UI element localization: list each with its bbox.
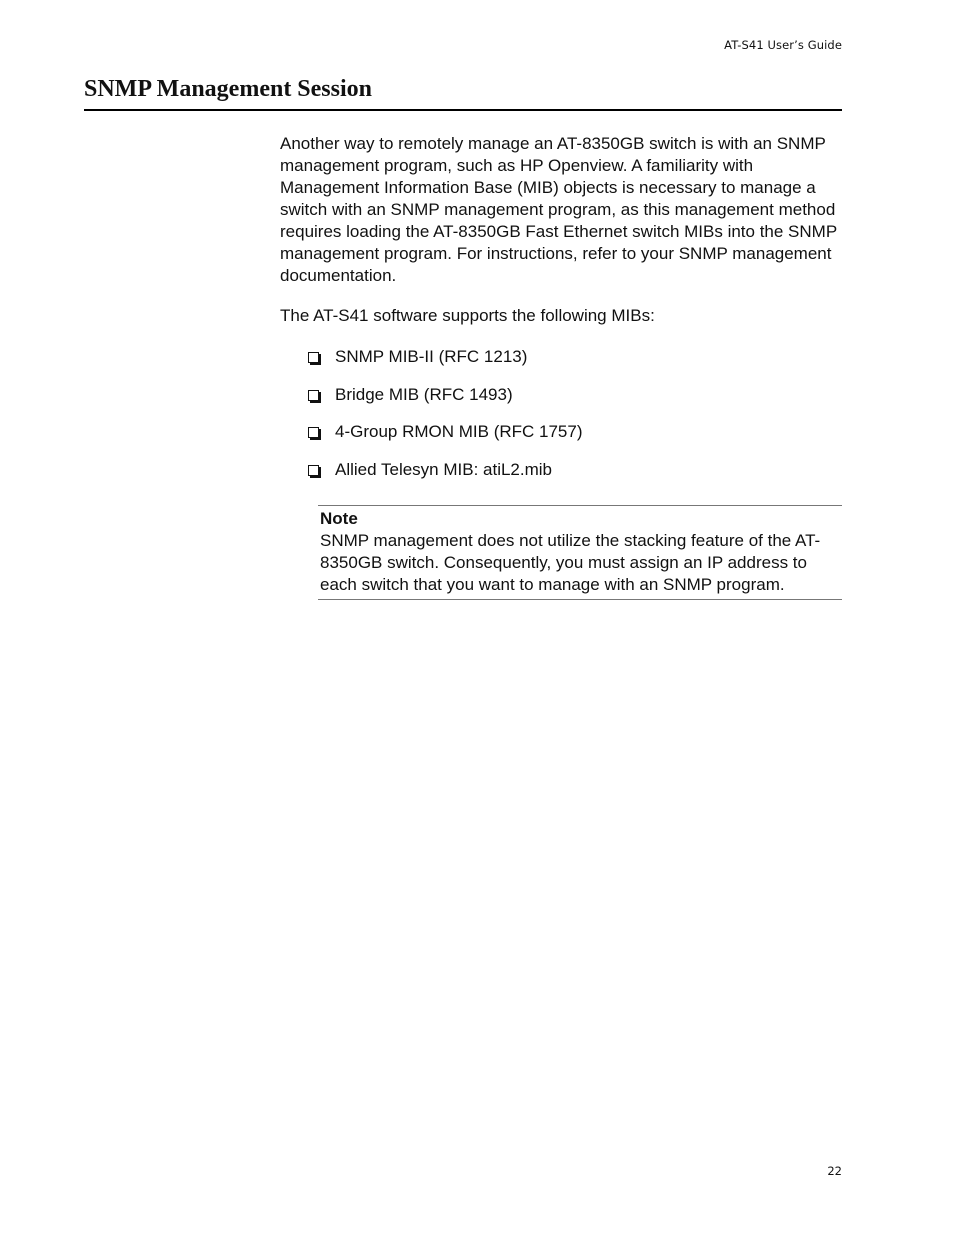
mib-list [280, 346, 842, 481]
note-label: Note [320, 509, 358, 528]
note-text: SNMP management does not utilize the stacking feature of the AT-8350GB switch. Consequently, you must assign an IP address to each switch that you want to manage with an SNMP program. [320, 531, 821, 594]
checkbox-square-icon [308, 427, 319, 438]
intro-paragraph: Another way to remotely manage an AT-8350GB switch is with an SNMP management program, such as HP Openview. A familiarity with Management Information Base (MIB) objects is necessary to manage a switch with an SNMP management program, as this management method requires loading the AT-8350GB Fast Ethernet switch MIBs into the SNMP management program. For instructions, refer to your SNMP management documentation. [280, 134, 837, 285]
list-item [308, 384, 842, 406]
list-item-text: Allied Telesyn MIB: atiL2.mib [335, 459, 553, 479]
list-item-text: SNMP MIB-II (RFC 1213) [335, 347, 528, 366]
list-item-text: 4-Group RMON MIB (RFC 1757) [335, 422, 583, 441]
list-item-text: Bridge MIB (RFC 1493) [335, 384, 513, 404]
list-item [308, 421, 842, 443]
list-item [308, 346, 842, 368]
body-column [280, 133, 842, 496]
section-title: SNMP Management Session [84, 76, 372, 102]
title-rule [84, 109, 842, 111]
list-item [308, 459, 842, 481]
checkbox-square-icon [308, 465, 319, 476]
page-number: 22 [827, 1164, 842, 1178]
checkbox-square-icon [308, 390, 319, 401]
checkbox-square-icon [308, 352, 319, 363]
note-box [318, 505, 842, 600]
mib-list-lead: The AT-S41 software supports the following MIBs: [280, 306, 655, 325]
running-header: AT-S41 User’s Guide [724, 38, 842, 52]
